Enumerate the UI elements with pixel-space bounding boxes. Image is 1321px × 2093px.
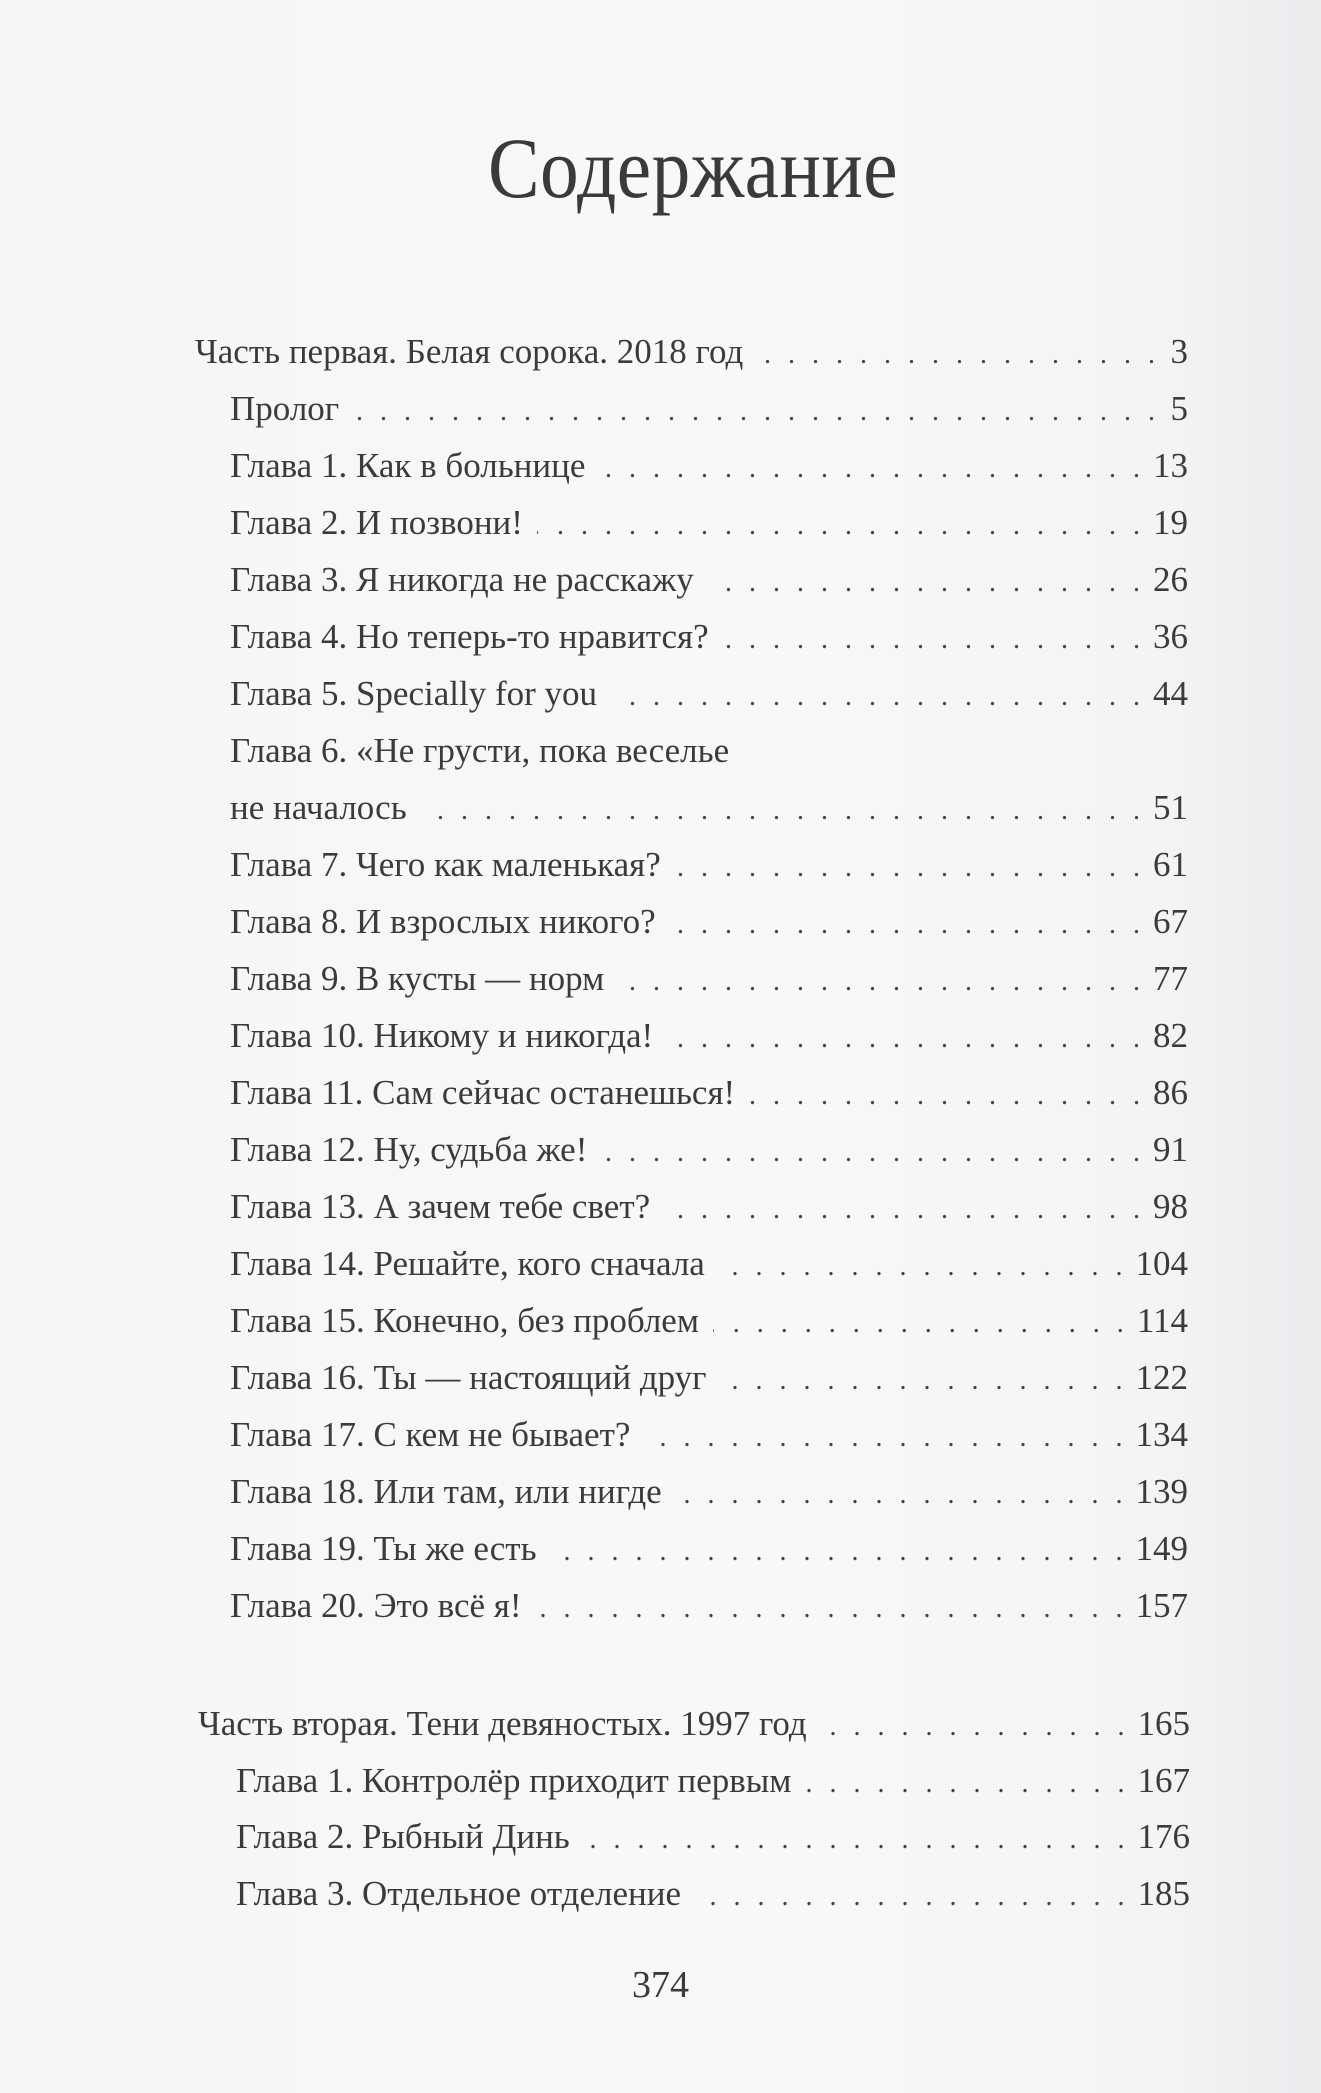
toc-entry-chapter-17 (230, 1413, 1188, 1457)
dot-leader (537, 504, 1145, 548)
entry-title: Глава 8. И взрослых никого? (230, 902, 656, 941)
toc-entry-chapter-19 (230, 1527, 1188, 1571)
dot-leader (611, 675, 1145, 719)
entry-title: Глава 3. Я никогда не расскажу (230, 560, 694, 599)
page-number: 139 (1135, 1472, 1188, 1511)
dot-leader (599, 447, 1145, 491)
page-number: 134 (1135, 1415, 1188, 1454)
dot-leader (644, 1416, 1127, 1460)
page-number: 185 (1137, 1874, 1190, 1913)
entry-title: Глава 19. Ты же есть (230, 1529, 537, 1568)
part-title: Часть первая. Белая сорока. 2018 год (195, 332, 744, 371)
page-number: 167 (1137, 1761, 1190, 1800)
toc-entry-chapter-13 (230, 1185, 1188, 1229)
dot-leader (723, 618, 1145, 662)
toc-entry-chapter-4 (230, 615, 1188, 659)
entry-title: Глава 3. Отдельное отделение (236, 1874, 681, 1913)
dot-leader (353, 390, 1160, 434)
entry-title: Глава 13. А зачем тебе свет? (230, 1187, 651, 1226)
page-number: 77 (1153, 959, 1188, 998)
dot-leader (713, 1302, 1129, 1346)
toc-entry-chapter-6-line-1 (230, 729, 1188, 773)
entry-title: Глава 10. Никому и никогда! (230, 1016, 654, 1055)
entry-title: Пролог (230, 389, 340, 428)
dot-leader (805, 1762, 1129, 1806)
page-number: 165 (1137, 1704, 1190, 1743)
page-number: 5 (1170, 389, 1188, 428)
page-number: 114 (1136, 1301, 1188, 1340)
page-number: 104 (1135, 1244, 1188, 1283)
dot-leader (676, 1473, 1128, 1517)
dot-leader (708, 561, 1145, 605)
toc-part-1 (195, 330, 1188, 374)
toc-part-2 (198, 1702, 1190, 1746)
entry-title: Глава 15. Конечно, без проблем (230, 1301, 699, 1340)
entry-title: Глава 5. Specially for you (230, 674, 598, 713)
entry-title: Глава 2. И позвони! (230, 503, 523, 542)
toc-entry-chapter-14 (230, 1242, 1188, 1286)
page-number-footer: 374 (632, 1964, 689, 2006)
dot-leader (667, 1017, 1145, 1061)
toc-entry-part2-chapter-3 (236, 1872, 1190, 1916)
entry-title: Глава 17. С кем не бывает? (230, 1415, 631, 1454)
dot-leader (721, 1359, 1128, 1403)
dot-leader (601, 1131, 1145, 1175)
toc-entry-chapter-20 (230, 1584, 1188, 1628)
entry-title: Глава 16. Ты — настоящий друг (230, 1358, 707, 1397)
toc-entry-chapter-12 (230, 1128, 1188, 1172)
toc-entry-part2-chapter-1 (236, 1759, 1190, 1803)
entry-title: Глава 9. В кусты — норм (230, 959, 605, 998)
toc-entry-chapter-1 (230, 444, 1188, 488)
toc-entry-part2-chapter-2 (236, 1815, 1190, 1859)
page-number: 157 (1135, 1586, 1188, 1625)
page-number: 122 (1135, 1358, 1188, 1397)
entry-title: Глава 6. «Не грусти, пока веселье (230, 731, 730, 770)
entry-title: Глава 7. Чего как маленькая? (230, 845, 661, 884)
page-title: Содержание (487, 120, 899, 216)
entry-title: Глава 12. Ну, судьба же! (230, 1130, 588, 1169)
page-number: 176 (1137, 1817, 1190, 1856)
toc-entry-chapter-6-line-2 (230, 786, 1188, 830)
toc-entry-chapter-8 (230, 900, 1188, 944)
page-number: 91 (1153, 1130, 1188, 1169)
dot-leader (618, 960, 1145, 1004)
entry-title: Глава 1. Контролёр приходит первым (236, 1761, 792, 1800)
dot-leader (719, 1245, 1128, 1289)
toc-entry-chapter-16 (230, 1356, 1188, 1400)
dot-leader (695, 1875, 1130, 1919)
entry-title: Глава 14. Решайте, кого сначала (230, 1244, 705, 1283)
page-number: 51 (1153, 788, 1188, 827)
dot-leader (536, 1587, 1128, 1631)
toc-entry-chapter-15 (230, 1299, 1188, 1343)
toc-entry-chapter-2 (230, 501, 1188, 545)
page-number: 61 (1153, 845, 1188, 884)
page-number: 98 (1153, 1187, 1188, 1226)
dot-leader (749, 1074, 1145, 1118)
toc-entry-chapter-5 (230, 672, 1188, 716)
page-number: 13 (1153, 446, 1188, 485)
toc-entry-chapter-3 (230, 558, 1188, 602)
toc-entry-chapter-10 (230, 1014, 1188, 1058)
entry-title: Глава 20. Это всё я! (230, 1586, 522, 1625)
page-number: 3 (1170, 332, 1188, 371)
part-title: Часть вторая. Тени девяностых. 1997 год (198, 1704, 807, 1743)
page-number: 86 (1153, 1073, 1188, 1112)
dot-leader (670, 903, 1145, 947)
page-number: 36 (1153, 617, 1188, 656)
page-number: 149 (1135, 1529, 1188, 1568)
dot-leader (584, 1818, 1130, 1862)
toc-entry-chapter-11 (230, 1071, 1188, 1115)
entry-title: Глава 4. Но теперь-то нравится? (230, 617, 709, 656)
dot-leader (821, 1705, 1130, 1749)
toc-entry-chapter-9 (230, 957, 1188, 1001)
page-number: 82 (1153, 1016, 1188, 1055)
page-number: 44 (1153, 674, 1188, 713)
page-number: 67 (1153, 902, 1188, 941)
entry-title-continued: не началось (230, 788, 407, 827)
toc-entry-chapter-18 (230, 1470, 1188, 1514)
entry-title: Глава 11. Сам сейчас останешься! (230, 1073, 736, 1112)
dot-leader (675, 846, 1145, 890)
dot-leader (421, 789, 1145, 833)
entry-title: Глава 2. Рыбный Динь (236, 1817, 570, 1856)
entry-title: Глава 1. Как в больнице (230, 446, 586, 485)
toc-entry-chapter-7 (230, 843, 1188, 887)
page-number: 26 (1153, 560, 1188, 599)
dot-leader (664, 1188, 1145, 1232)
dot-leader (757, 333, 1160, 377)
dot-leader (551, 1530, 1128, 1574)
toc-entry-prologue (230, 387, 1188, 431)
entry-title: Глава 18. Или там, или нигде (230, 1472, 662, 1511)
page-number: 19 (1153, 503, 1188, 542)
